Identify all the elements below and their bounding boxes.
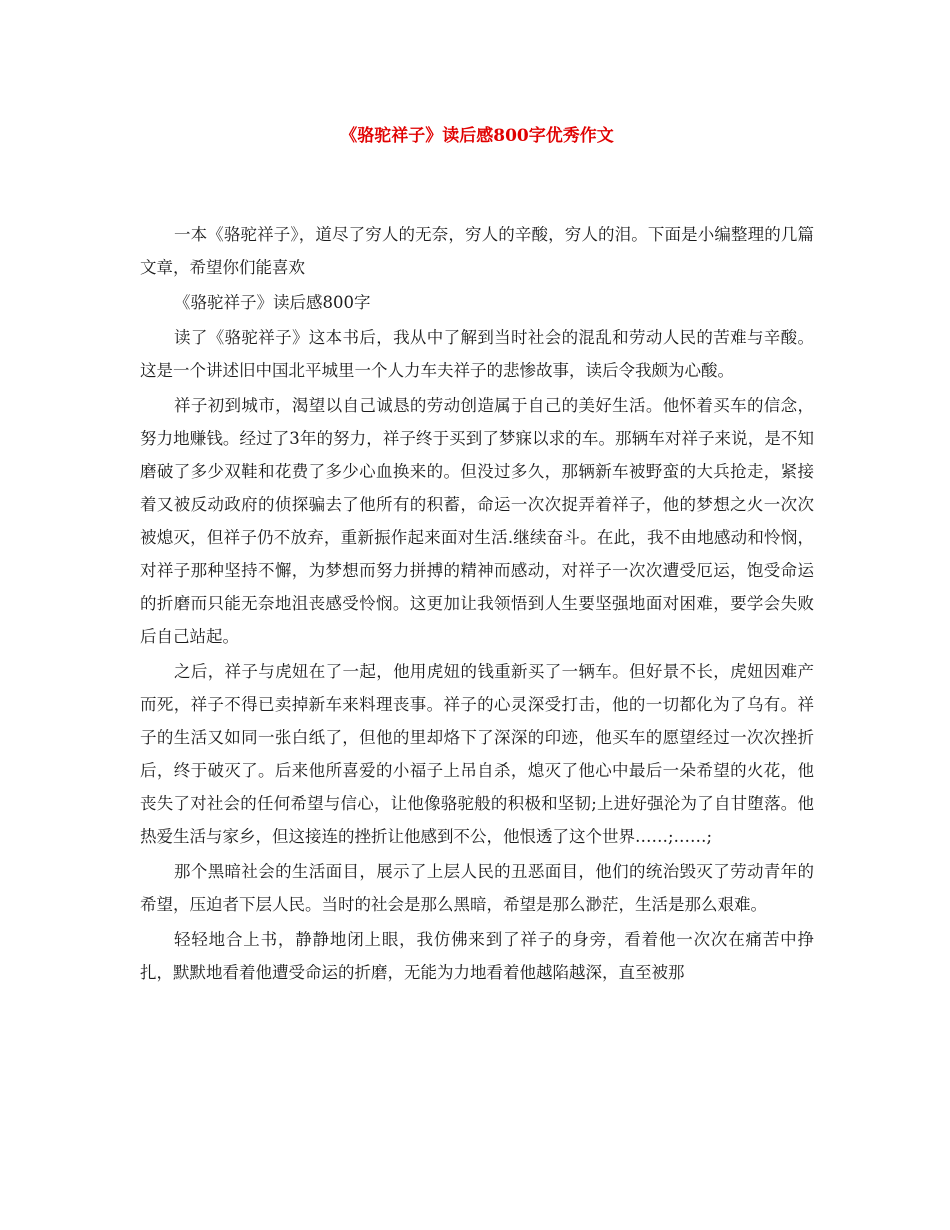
document-body — [140, 218, 814, 991]
paragraph-body: 轻轻地合上书，静静地闭上眼，我仿佛来到了祥子的身旁，看着他一次次在痛苦中挣扎，默默地看着他遭受命运的折磨，无能为力地看着他越陷越深，直至被那 — [140, 930, 814, 982]
paragraph-body: 那个黑暗社会的生活面目，展示了上层人民的丑恶面目，他们的统治毁灭了劳动青年的希望，压迫者下层人民。当时的社会是那么黑暗，希望是那么渺茫，生活是那么艰难。 — [140, 862, 814, 914]
paragraph-body: 祥子初到城市，渴望以自己诚恳的劳动创造属于自己的美好生活。他怀着买车的信念，努力地赚钱。经过了3年的努力，祥子终于买到了梦寐以求的车。那辆车对祥子来说，是不知磨破了多少双鞋和花费了多少心血换来的。但没过多久，那辆新车被野蛮的大兵抢走，紧接着又被反动政府的侦探骗去了他所有的积蓄，命运一次次捉弄着祥子，他的梦想之火一次次被熄灭，但祥子仍不放弃，重新振作起来面对生活.继续奋斗。在此，我不由地感动和怜悯，对祥子那种坚持不懈，为梦想而努力拼搏的精神而感动，对祥子一次次遭受厄运，饱受命运的折磨而只能无奈地沮丧感受怜悯。这更加让我领悟到人生要坚强地面对困难，要学会失败后自己站起。 — [140, 396, 814, 646]
document-page — [140, 0, 814, 1230]
paragraph-subtitle: 《骆驼祥子》读后感800字 — [174, 293, 371, 312]
paragraph-body: 读了《骆驼祥子》这本书后，我从中了解到当时社会的混乱和劳动人民的苦难与辛酸。这是一个讲述旧中国北平城里一个人力车夫祥子的悲惨故事，读后令我颇为心酸。 — [140, 328, 814, 380]
document-title: 《骆驼祥子》读后感800字优秀作文 — [340, 126, 614, 146]
paragraph-body: 之后，祥子与虎妞在了一起，他用虎妞的钱重新买了一辆车。但好景不长，虎妞因难产而死，祥子不得已卖掉新车来料理丧事。祥子的心灵深受打击，他的一切都化为了乌有。祥子的生活又如同一张白纸了，但他的里却烙下了深深的印迹，他买车的愿望经过一次次挫折后，终于破灭了。后来他所喜爱的小福子上吊自杀，熄灭了他心中最后一朵希望的火花，他丧失了对社会的任何希望与信心，让他像骆驼般的积极和坚韧;上进好强沦为了自甘堕落。他热爱生活与家乡，但这接连的挫折让他感到不公，他恨透了这个世界……;……; — [140, 662, 814, 846]
paragraph-intro: 一本《骆驼祥子》，道尽了穷人的无奈，穷人的辛酸，穷人的泪。下面是小编整理的几篇文章，希望你们能喜欢 — [140, 225, 814, 277]
